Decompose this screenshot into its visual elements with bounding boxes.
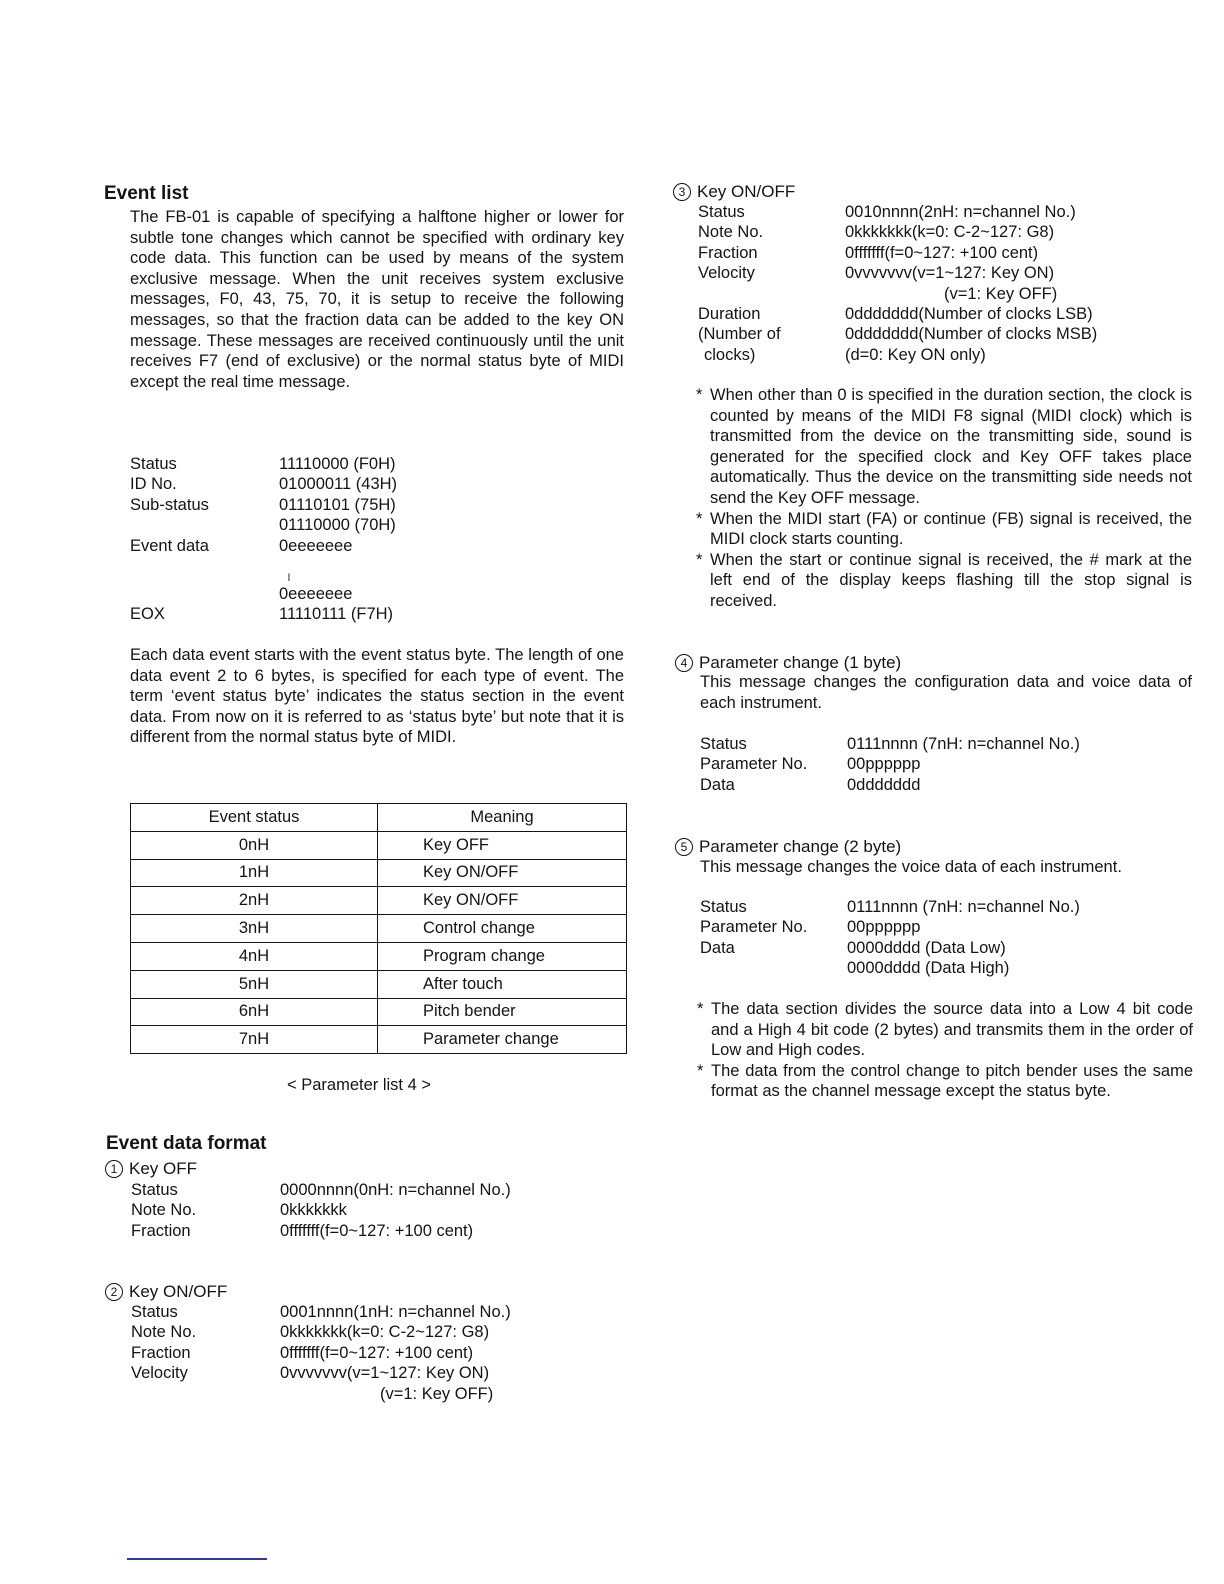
section-5-description: This message changes the voice data of each instrument. (700, 858, 1122, 876)
field-row: Data 0000dddd (Data Low) (700, 938, 1006, 957)
note-item: * The data from the control change to pitch bender uses the same format as the channel message except the status byte. (697, 1061, 1193, 1101)
note-item: * The data section divides the source data into a Low 4 bit code and a High 4 bit code (2 bytes) and transmits them in the order of Low and High codes. (697, 1000, 1193, 1060)
event-data-format-heading: Event data format (106, 1133, 267, 1154)
field-row: Status 0000nnnn(0nH: n=channel No.) (131, 1181, 511, 1199)
circled-number-5: 5 (675, 838, 693, 856)
field-row: Velocity 0vvvvvvv(v=1~127: Key ON) (131, 1364, 490, 1383)
section-4-description: This message changes the configuration data and voice data of each instrument. (700, 673, 1192, 712)
table-row: 4nH Program change (131, 942, 627, 970)
sysex-row-status: Status 11110000 (F0H) (130, 455, 396, 473)
circled-number-3: 3 (673, 183, 691, 201)
table-row: 3nH Control change (131, 915, 627, 943)
field-row: Duration 0ddddddd(Number of clocks LSB) (698, 304, 1093, 323)
field-row: 0000dddd (Data High) (847, 959, 1010, 978)
sysex-row-substatus: Sub-status 01110101 (75H) (130, 495, 396, 514)
sysex-row-event-data-end: 0eeeeeee (279, 585, 353, 603)
table-header-row (131, 804, 627, 832)
field-row: Status 0001nnnn(1nH: n=channel No.) (131, 1303, 511, 1321)
section-1-title: 1 Key OFF (105, 1158, 197, 1179)
table-row: 5nH After touch (131, 970, 627, 998)
field-row: Velocity 0vvvvvvv(v=1~127: Key ON) (698, 264, 1055, 283)
section-4-fields (700, 734, 1190, 795)
field-row: (v=1: Key OFF) (380, 1384, 494, 1403)
sysex-block (130, 454, 460, 556)
table-header-event-status: Event status (131, 804, 378, 832)
field-row: clocks) (d=0: Key ON only) (704, 345, 986, 364)
sysex-row-id: ID No. 01000011 (43H) (130, 475, 398, 494)
field-row: Fraction 0fffffff(f=0~127: +100 cent) (131, 1343, 474, 1362)
section-3-title: 3 Key ON/OFF (673, 181, 795, 202)
table-caption: < Parameter list 4 > (287, 1076, 431, 1094)
field-row: Parameter No. 00pppppp (700, 755, 921, 774)
table-header-meaning: Meaning (378, 804, 627, 832)
event-list-heading: Event list (104, 183, 189, 204)
event-status-table (130, 803, 627, 1054)
section-4-title: 4 Parameter change (1 byte) (675, 652, 901, 673)
sysex-row-event-data: Event data 0eeeeeee (130, 536, 353, 555)
section-5-fields (700, 897, 1190, 979)
sysex-row-substatus2: 01110000 (70H) (279, 516, 396, 535)
event-list-intro: The FB-01 is capable of specifying a halftone higher or lower for subtle tone changes which cannot be specified with ordinary key code data. This function can be used by means of the system exclusive message. When the unit receives system exclusive messages, F0, 43, 75, 70, it is setup to receive the following messages, so that the fraction data can be added to the key ON message. These messages are received continuously until the unit receives F7 (end of exclusive) or the normal status byte of MIDI except the real time message. (130, 208, 624, 391)
field-row: Note No. 0kkkkkkk(k=0: C-2~127: G8) (131, 1323, 490, 1342)
section-1-fields (131, 1180, 611, 1241)
sysex-row-eox: EOX 11110111 (F7H) (130, 605, 394, 624)
field-row: (v=1: Key OFF) (944, 284, 1058, 303)
table-row: 6nH Pitch bender (131, 998, 627, 1026)
section-2-title: 2 Key ON/OFF (105, 1281, 227, 1302)
ellipsis-mark: ı (287, 568, 291, 584)
field-row: (Number of 0ddddddd(Number of clocks MSB) (698, 325, 1098, 344)
field-row: Parameter No. 00pppppp (700, 918, 921, 937)
section-3-notes (696, 385, 1192, 612)
section-5-title: 5 Parameter change (2 byte) (675, 836, 901, 857)
field-row: Note No. 0kkkkkkk(k=0: C-2~127: G8) (698, 223, 1055, 242)
circled-number-2: 2 (105, 1283, 123, 1301)
table-row: 2nH Key ON/OFF (131, 887, 627, 915)
event-description: Each data event starts with the event status byte. The length of one data event 2 to 6 bytes, is specified for each type of event. The term ‘event status byte’ indicates the status section in the event data. From now on it is referred to as ‘status byte’ but note that it is different from the normal status byte of MIDI. (130, 646, 624, 747)
field-row: Note No. 0kkkkkkk (131, 1201, 347, 1220)
note-item: * When other than 0 is specified in the duration section, the clock is counted by means of the MIDI F8 signal (MIDI clock) which is transmitted from the device on the transmitting side, sound is generated for the specified clock and Key OFF takes place automatically. Thus the device on the transmitting side needs not send the Key OFF message. (696, 386, 1192, 507)
field-row: Status 0010nnnn(2nH: n=channel No.) (698, 203, 1076, 221)
field-row: Fraction 0fffffff(f=0~127: +100 cent) (131, 1221, 474, 1240)
field-row: Data 0ddddddd (700, 775, 921, 794)
section-3-fields (698, 202, 1188, 365)
table-row: 1nH Key ON/OFF (131, 859, 627, 887)
note-item: * When the start or continue signal is received, the # mark at the left end of the display keeps flashing till the stop signal is received. (696, 550, 1192, 610)
section-2-fields (131, 1302, 611, 1404)
footer-rule (127, 1558, 267, 1560)
field-row: Status 0111nnnn (7nH: n=channel No.) (700, 735, 1080, 753)
note-item: * When the MIDI start (FA) or continue (FB) signal is received, the MIDI clock starts counting. (696, 509, 1192, 549)
field-row: Fraction 0fffffff(f=0~127: +100 cent) (698, 243, 1039, 262)
field-row: Status 0111nnnn (7nH: n=channel No.) (700, 898, 1080, 916)
circled-number-4: 4 (675, 654, 693, 672)
section-5-notes (697, 999, 1193, 1102)
circled-number-1: 1 (105, 1160, 123, 1178)
table-row: 0nH Key OFF (131, 831, 627, 859)
table-row: 7nH Parameter change (131, 1026, 627, 1054)
sysex-tail (130, 584, 460, 625)
